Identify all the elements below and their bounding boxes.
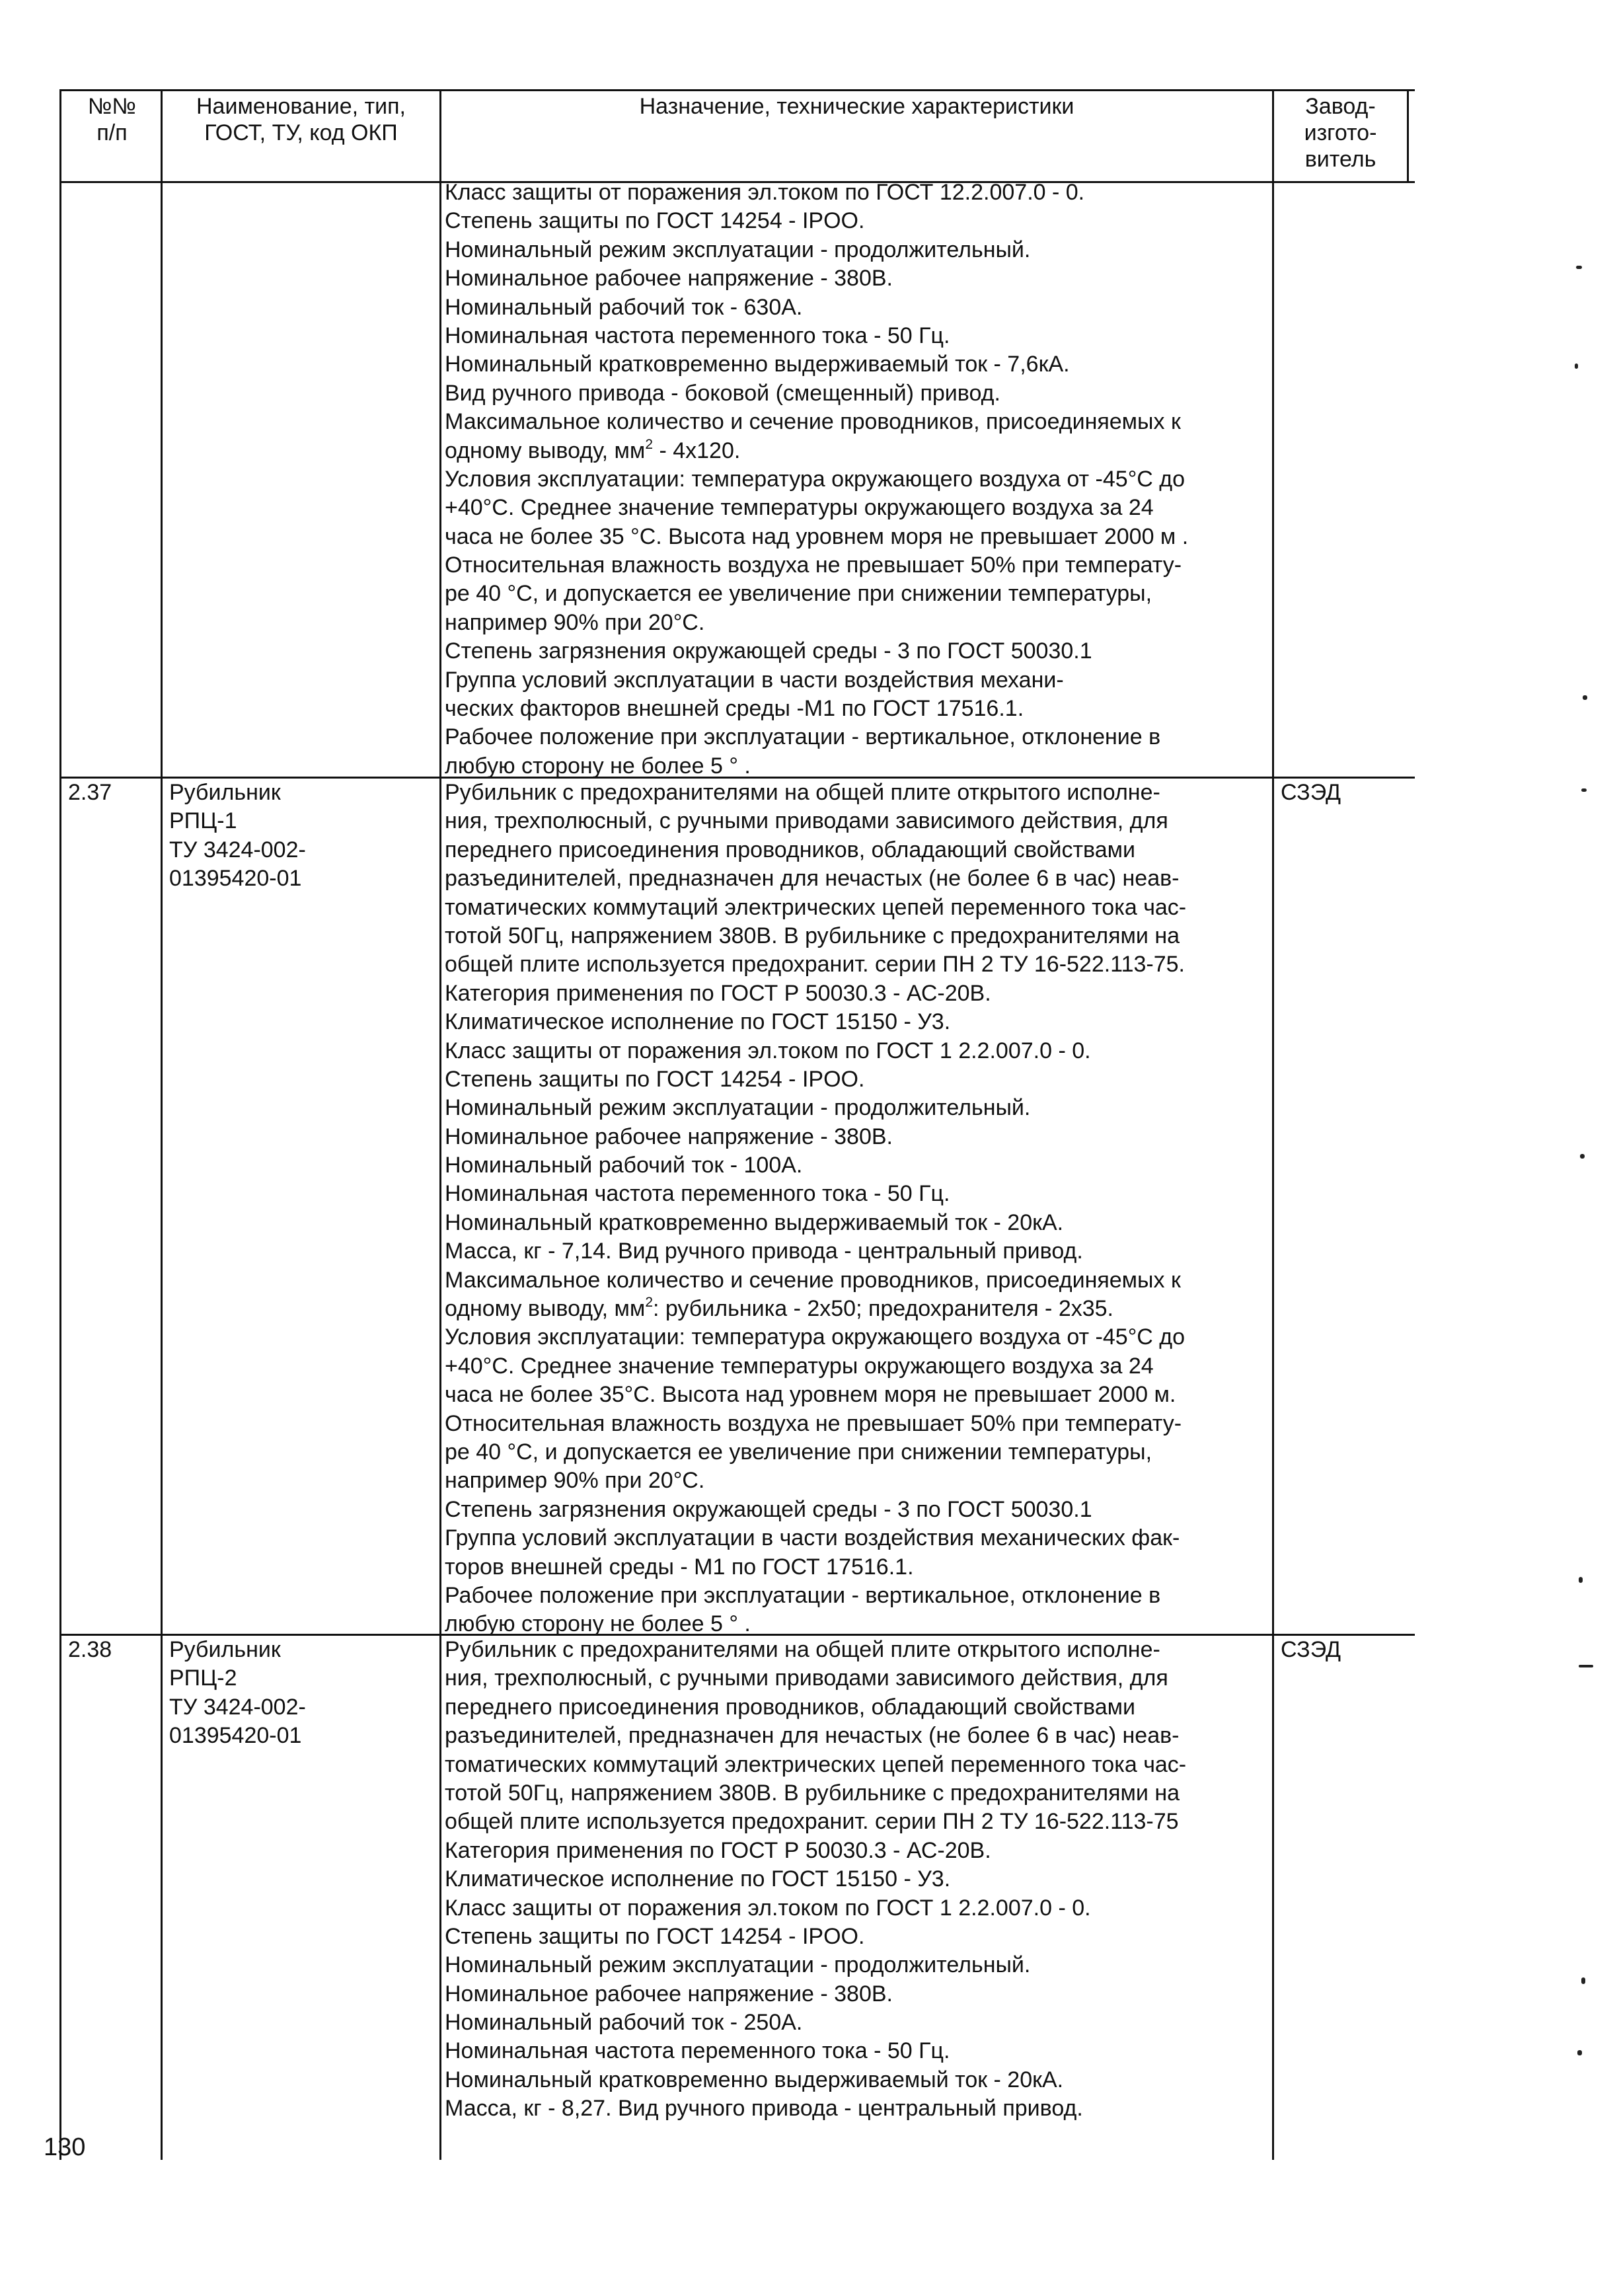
description-line: Относительная влажность воздуха не превышает 50% при температу- <box>445 1410 1182 1436</box>
description-line: ре 40 °С, и допускается ее увеличение при снижении температуры, <box>445 581 1152 607</box>
name-line: Рубильник <box>169 1637 281 1662</box>
description-line: ческих факторов внешней среды -М1 по ГОСТ 17516.1. <box>445 696 1024 722</box>
column-divider <box>161 91 163 2160</box>
description-line: Класс защиты от поражения эл.током по ГОСТ 1 2.2.007.0 - 0. <box>445 1895 1091 1921</box>
description-line: Максимальное количество и сечение проводников, присоединяемых к <box>445 1267 1181 1293</box>
name-line: Рубильник <box>169 780 281 805</box>
description-line: Номинальная частота переменного тока - 50 Гц. <box>445 1181 950 1207</box>
header-maker-line: витель <box>1304 147 1376 172</box>
description-line: Вид ручного привода - боковой (смещенный) привод. <box>445 380 1000 406</box>
header-purpose-cell <box>441 93 1272 120</box>
description-line: одному выводу, $мм^2$: рубильника - 2х50; предохранителя - 2х35. <box>445 1295 1113 1322</box>
header-maker-line: Завод- <box>1305 94 1376 119</box>
description-line: тотой 50Гц, напряжением 380В. В рубильнике с предохранителями на <box>445 923 1180 948</box>
scan-speck <box>1579 1577 1583 1583</box>
header-maker-line: изгото- <box>1304 120 1377 145</box>
scan-speck <box>1581 788 1587 792</box>
scan-speck <box>1581 1977 1585 1984</box>
scan-speck <box>1575 364 1578 369</box>
description-line: Степень защиты по ГОСТ 14254 - IPOO. <box>445 1923 865 1949</box>
description-line: Рабочее положение при эксплуатации - вертикальное, отклонение в <box>445 724 1161 750</box>
description-line: переднего присоединения проводников, обладающий свойствами <box>445 837 1136 862</box>
scan-speck <box>1583 695 1587 700</box>
description-line: Номинальный кратковременно выдерживаемый ток - 7,6кА. <box>445 352 1070 377</box>
row-description <box>445 178 1188 781</box>
description-line: ре 40 °С, и допускается ее увеличение при снижении температуры, <box>445 1439 1152 1465</box>
description-line: Номинальный рабочий ток - 250А. <box>445 2010 803 2036</box>
description-line: Степень защиты по ГОСТ 14254 - IPOO. <box>445 208 865 234</box>
column-divider <box>439 91 441 2160</box>
description-line: Номинальное рабочее напряжение - 380В. <box>445 1981 893 2007</box>
description-line: Категория применения по ГОСТ Р 50030.3 - АС-20В. <box>445 1837 991 1863</box>
description-line: +40°С. Среднее значение температуры окружающего воздуха за 24 <box>445 1353 1154 1379</box>
description-line: Климатическое исполнение по ГОСТ 15150 - У3. <box>445 1866 951 1892</box>
name-line: РПЦ-1 <box>169 808 237 834</box>
description-line: Степень загрязнения окружающей среды - 3 по ГОСТ 50030.1 <box>445 1496 1092 1522</box>
description-line: Номинальный кратковременно выдерживаемый ток - 20кА. <box>445 2067 1064 2092</box>
description-line: любую сторону не более 5 ° . <box>445 753 751 779</box>
description-line: +40°С. Среднее значение температуры окружающего воздуха за 24 <box>445 495 1154 521</box>
header-purpose-line: Назначение, технические характеристики <box>639 94 1074 119</box>
row-description <box>445 779 1186 1639</box>
name-line: 01395420-01 <box>169 866 302 892</box>
row-description <box>445 1636 1186 2124</box>
row-number: 2.37 <box>68 780 112 805</box>
header-num-line: п/п <box>96 120 128 145</box>
description-line: Рубильник с предохранителями на общей плите открытого исполне- <box>445 1637 1160 1662</box>
description-line: общей плите используется предохранит. серии ПН 2 ТУ 16-522.113-75 <box>445 1809 1179 1835</box>
scan-speck <box>1577 2050 1582 2055</box>
description-line: Максимальное количество и сечение проводников, присоединяемых к <box>445 409 1181 435</box>
description-line: одному выводу, $мм^2 - 4х120$. <box>445 436 741 463</box>
header-name-line: Наименование, тип, <box>196 94 406 119</box>
row-maker: СЗЭД <box>1281 1637 1341 1662</box>
description-line: разъединителей, предназначен для нечастых (не более 6 в час) неав- <box>445 866 1180 892</box>
scan-speck <box>1579 1665 1593 1667</box>
description-line: ния, трехполюсный, с ручными приводами зависимого действия, для <box>445 1665 1168 1691</box>
description-line: томатических коммутаций электрических цепей переменного тока час- <box>445 1751 1187 1777</box>
name-line: РПЦ-2 <box>169 1665 237 1691</box>
description-line: Категория применения по ГОСТ Р 50030.3 - АС-20В. <box>445 980 991 1006</box>
header-name-cell <box>163 93 439 146</box>
description-line: часа не более 35°С. Высота над уровнем моря не превышает 2000 м. <box>445 1382 1176 1408</box>
description-line: общей плите используется предохранит. серии ПН 2 ТУ 16-522.113-75. <box>445 952 1185 977</box>
header-num-cell <box>63 93 161 146</box>
description-line: Рубильник с предохранителями на общей плите открытого исполне- <box>445 780 1160 805</box>
description-line: Условия эксплуатации: температура окружающего воздуха от -45°С до <box>445 466 1186 492</box>
description-line: переднего присоединения проводников, обладающий свойствами <box>445 1694 1136 1720</box>
description-line: например 90% при 20°С. <box>445 1468 705 1494</box>
description-line: Класс защиты от поражения эл.током по ГОСТ 12.2.007.0 - 0. <box>445 180 1085 205</box>
header-name-line: ГОСТ, ТУ, код ОКП <box>204 120 398 145</box>
description-line: Класс защиты от поражения эл.током по ГОСТ 1 2.2.007.0 - 0. <box>445 1038 1091 1063</box>
description-line: Группа условий эксплуатации в части воздействия механических фак- <box>445 1525 1180 1551</box>
name-line: ТУ 3424-002- <box>169 837 306 862</box>
scan-speck <box>1580 1154 1585 1159</box>
name-line: 01395420-01 <box>169 1723 302 1749</box>
description-line: Масса, кг - 7,14. Вид ручного привода - центральный привод. <box>445 1239 1083 1264</box>
description-line: Климатическое исполнение по ГОСТ 15150 - У3. <box>445 1009 951 1035</box>
description-line: Номинальный рабочий ток - 630А. <box>445 294 803 320</box>
name-line: ТУ 3424-002- <box>169 1694 306 1720</box>
description-line: ния, трехполюсный, с ручными приводами зависимого действия, для <box>445 808 1168 834</box>
header-maker-cell <box>1274 93 1407 172</box>
spec-table <box>59 89 1415 2160</box>
description-line: Группа условий эксплуатации в части воздействия механи- <box>445 667 1064 693</box>
description-line: тотой 50Гц, напряжением 380В. В рубильнике с предохранителями на <box>445 1780 1180 1806</box>
description-line: Степень защиты по ГОСТ 14254 - IPOO. <box>445 1066 865 1092</box>
table-right-border <box>1407 91 1409 181</box>
description-line: Номинальный режим эксплуатации - продолжительный. <box>445 237 1031 262</box>
description-line: томатических коммутаций электрических цепей переменного тока час- <box>445 894 1187 920</box>
description-line: торов внешней среды - М1 по ГОСТ 17516.1. <box>445 1554 914 1580</box>
description-line: Номинальный рабочий ток - 100А. <box>445 1153 803 1178</box>
description-line: разъединителей, предназначен для нечастых (не более 6 в час) неав- <box>445 1723 1180 1749</box>
row-number: 2.38 <box>68 1637 112 1662</box>
row-name <box>169 1636 306 1751</box>
description-line: Номинальный кратковременно выдерживаемый ток - 20кА. <box>445 1209 1064 1235</box>
description-line: Степень загрязнения окружающей среды - 3 по ГОСТ 50030.1 <box>445 638 1092 664</box>
description-line: Условия эксплуатации: температура окружающего воздуха от -45°С до <box>445 1324 1186 1350</box>
description-line: Номинальная частота переменного тока - 50 Гц. <box>445 323 950 348</box>
description-line: Номинальное рабочее напряжение - 380В. <box>445 266 893 291</box>
description-line: например 90% при 20°С. <box>445 609 705 635</box>
row-maker: СЗЭД <box>1281 780 1341 805</box>
description-line: Номинальный режим эксплуатации - продолжительный. <box>445 1952 1031 1978</box>
row-name <box>169 779 306 894</box>
description-line: Номинальное рабочее напряжение - 380В. <box>445 1124 893 1149</box>
scan-speck <box>1576 266 1582 269</box>
header-num-line: №№ <box>88 94 136 119</box>
description-line: часа не более 35 °С. Высота над уровнем моря не превышает 2000 м . <box>445 523 1189 549</box>
description-line: Номинальный режим эксплуатации - продолжительный. <box>445 1095 1031 1121</box>
description-line: Относительная влажность воздуха не превышает 50% при температу- <box>445 553 1182 578</box>
description-line: Рабочее положение при эксплуатации - вертикальное, отклонение в <box>445 1582 1161 1608</box>
description-line: любую сторону не более 5 ° . <box>445 1611 751 1637</box>
description-line: Масса, кг - 8,27. Вид ручного привода - центральный привод. <box>445 2096 1083 2122</box>
description-line: Номинальная частота переменного тока - 50 Гц. <box>445 2038 950 2064</box>
column-divider <box>1272 91 1274 2160</box>
page-number: 130 <box>44 2133 86 2161</box>
